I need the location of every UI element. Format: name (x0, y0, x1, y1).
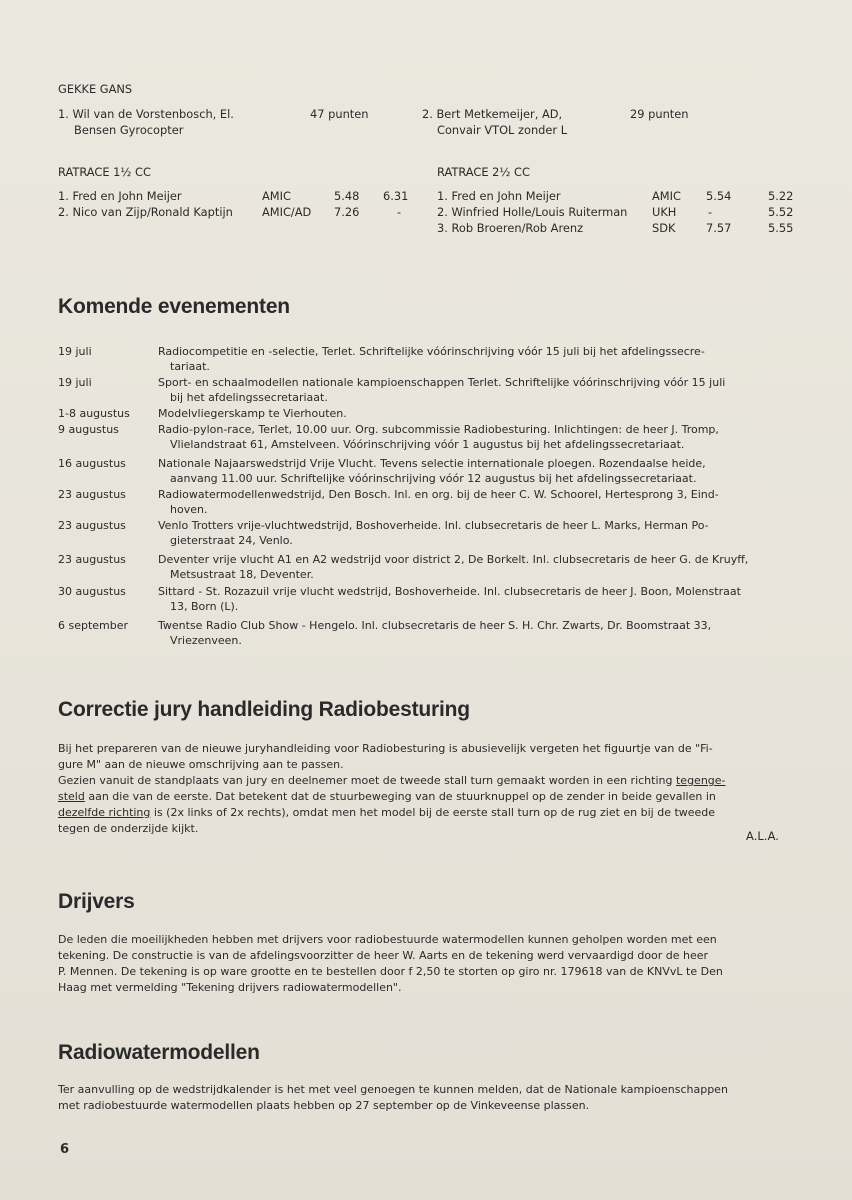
ratrace-left-time2: 6.31 (383, 189, 409, 203)
event-date: 23 augustus (58, 488, 126, 501)
drijvers-line: P. Mennen. De tekening is op ware grootte en te bestellen door f 2,50 te storten op giro nr. 179618 van de KNVvL te Den (58, 965, 723, 978)
event-text: Nationale Najaarswedstrijd Vrije Vlucht. Tevens selectie internationale ploegen. Rozendaalse heide, (158, 457, 706, 470)
event-date: 23 augustus (58, 553, 126, 566)
ratrace-right-time2: 5.22 (768, 189, 794, 203)
correctie-underlined: dezelfde richting (58, 806, 151, 819)
event-date: 19 juli (58, 376, 92, 389)
ratrace-right-club: UKH (652, 205, 677, 219)
event-text: Radiocompetitie en -selectie, Terlet. Schriftelijke vóórinschrijving vóór 15 juli bij het afdelingssecre- (158, 345, 705, 358)
drijvers-line: tekening. De constructie is van de afdelingsvoorzitter de heer W. Aarts en de tekening werd vervaardigd door de heer (58, 949, 709, 962)
event-text: Modelvliegerskamp te Vierhouten. (158, 407, 347, 420)
gekke-gans-right-line1: 2. Bert Metkemeijer, AD, (422, 107, 563, 121)
event-text: Sittard - St. Rozazuil vrije vlucht wedstrijd, Boshoverheide. Inl. clubsecretaris de heer J. Boon, Molenstraat (158, 585, 741, 598)
event-text-cont: 13, Born (L). (170, 600, 239, 613)
correctie-line: tegen de onderzijde kijkt. (58, 822, 199, 835)
drijvers-line: Haag met vermelding "Tekening drijvers radiowatermodellen". (58, 981, 402, 994)
correctie-text: Gezien vanuit de standplaats van jury en deelnemer moet de tweede stall turn gemaakt worden in een richting (58, 774, 676, 787)
event-date: 19 juli (58, 345, 92, 358)
ratrace-left-time1: 5.48 (334, 189, 360, 203)
drijvers-line: De leden die moeilijkheden hebben met drijvers voor radiobestuurde watermodellen kunnen geholpen worden met een (58, 933, 717, 946)
event-text-cont: Metsustraat 18, Deventer. (170, 568, 314, 581)
ratrace-left-club: AMIC (262, 189, 291, 203)
gekke-gans-right-line2: Convair VTOL zonder L (437, 123, 568, 137)
event-text-cont: tariaat. (170, 360, 210, 373)
event-text: Radiowatermodellenwedstrijd, Den Bosch. Inl. en org. bij de heer C. W. Schoorel, Hertesprong 3, Eind- (158, 488, 719, 501)
ratrace-right-time1: - (708, 205, 713, 219)
page-number: 6 (60, 1142, 70, 1157)
correctie-text: aan die van de eerste. Dat betekent dat de stuurbeweging van de stuurknuppel op de zender in beide gevallen in (84, 790, 716, 803)
correctie-heading: Correctie jury handleiding Radiobesturing (58, 698, 470, 721)
ratrace-left-name: 2. Nico van Zijp/Ronald Kaptijn (58, 205, 233, 219)
event-text-cont: Vlielandstraat 61, Amstelveen. Vóórinschrijving vóór 1 augustus bij het afdelingssecretariaat. (170, 438, 685, 451)
radiowater-heading: Radiowatermodellen (58, 1041, 260, 1064)
radiowater-line: Ter aanvulling op de wedstrijdkalender is het met veel genoegen te kunnen melden, dat de Nationale kampioenschappen (58, 1083, 728, 1096)
ratrace-left-time2: - (397, 205, 402, 219)
event-date: 16 augustus (58, 457, 126, 470)
ratrace-right-name: 2. Winfried Holle/Louis Ruiterman (437, 205, 628, 219)
ratrace-right-name: 1. Fred en John Meijer (437, 189, 561, 203)
ratrace-left-name: 1. Fred en John Meijer (58, 189, 182, 203)
correctie-line: gure M" aan de nieuwe omschrijving aan te passen. (58, 758, 344, 771)
event-text-cont: Vriezenveen. (170, 634, 242, 647)
gekke-gans-left-score: 47 punten (310, 107, 369, 121)
correctie-underlined: tegenge- (675, 774, 726, 787)
correctie-line: Bij het prepareren van de nieuwe juryhandleiding voor Radiobesturing is abusievelijk vergeten het figuurtje van de "Fi- (58, 742, 713, 755)
event-text: Venlo Trotters vrije-vluchtwedstrijd, Boshoverheide. Inl. clubsecretaris de heer L. Marks, Herman Po- (158, 519, 709, 532)
event-date: 30 augustus (58, 585, 126, 598)
ratrace-left-title: RATRACE 1½ CC (58, 165, 151, 179)
event-date: 6 september (58, 619, 129, 632)
gekke-gans-left-line1: 1. Wil van de Vorstenbosch, El. (58, 107, 234, 121)
komende-heading: Komende evenementen (58, 295, 290, 318)
event-text: Twentse Radio Club Show - Hengelo. Inl. clubsecretaris de heer S. H. Chr. Zwarts, Dr. Boomstraat 33, (158, 619, 712, 632)
correctie-text: is (2x links of 2x rechts), omdat men het model bij de eerste stall turn op de rug ziet en bij de tweede (150, 806, 716, 819)
correctie-signature: A.L.A. (746, 829, 779, 843)
ratrace-left-club: AMIC/AD (262, 205, 312, 219)
event-text: Sport- en schaalmodellen nationale kampioenschappen Terlet. Schriftelijke vóórinschrijving vóór 15 juli (158, 376, 726, 389)
correctie-line (58, 773, 818, 789)
ratrace-right-time2: 5.52 (768, 205, 794, 219)
correctie-underlined: steld (58, 790, 85, 803)
ratrace-right-time1: 5.54 (706, 189, 732, 203)
event-date: 9 augustus (58, 423, 119, 436)
ratrace-right-name: 3. Rob Broeren/Rob Arenz (437, 221, 584, 235)
event-text: Deventer vrije vlucht A1 en A2 wedstrijd voor district 2, De Borkelt. Inl. clubsecretaris de heer G. de Kruyff, (158, 553, 749, 566)
event-text-cont: hoven. (170, 503, 208, 516)
ratrace-left-time1: 7.26 (334, 205, 360, 219)
gekke-gans-title: GEKKE GANS (58, 82, 133, 96)
drijvers-heading: Drijvers (58, 890, 135, 913)
ratrace-right-time1: 7.57 (706, 221, 732, 235)
ratrace-right-time2: 5.55 (768, 221, 794, 235)
gekke-gans-left-line2: Bensen Gyrocopter (74, 123, 184, 137)
correctie-line (58, 789, 818, 805)
event-date: 1-8 augustus (58, 407, 130, 420)
event-text-cont: gieterstraat 24, Venlo. (170, 534, 293, 547)
ratrace-right-club: SDK (652, 221, 676, 235)
event-text-cont: bij het afdelingssecretariaat. (170, 391, 328, 404)
ratrace-right-title: RATRACE 2½ CC (437, 165, 530, 179)
correctie-line (58, 805, 818, 821)
radiowater-line: met radiobestuurde watermodellen plaats hebben op 27 september op de Vinkeveense plassen. (58, 1099, 590, 1112)
ratrace-right-club: AMIC (652, 189, 681, 203)
event-text: Radio-pylon-race, Terlet, 10.00 uur. Org. subcommissie Radiobesturing. Inlichtingen: de heer J. Tromp, (158, 423, 719, 436)
gekke-gans-right-score: 29 punten (630, 107, 689, 121)
event-date: 23 augustus (58, 519, 126, 532)
event-text-cont: aanvang 11.00 uur. Schriftelijke vóórinschrijving vóór 12 augustus bij het afdelingssecretariaat. (170, 472, 697, 485)
